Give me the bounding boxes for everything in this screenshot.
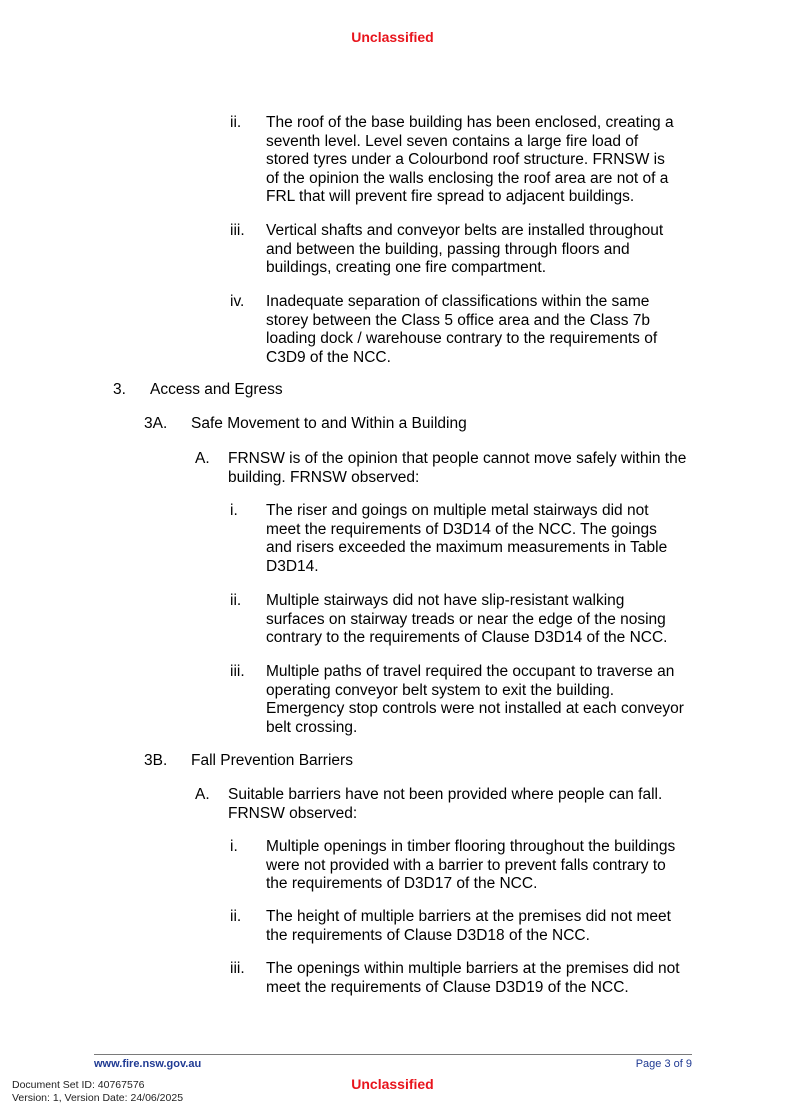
item-text [266, 908, 698, 945]
version-info: Version: 1, Version Date: 24/06/2025 [12, 1092, 184, 1104]
item-number: ii. [230, 592, 242, 609]
item-number: iv. [230, 293, 245, 310]
text-line: surfaces on stairway treads or near the edge of the nosing [266, 610, 666, 628]
text-line: FRL that will prevent fire spread to adjacent buildings. [266, 188, 635, 206]
text-line: Suitable barriers have not been provided where people can fall. [228, 786, 663, 803]
text-line: The openings within multiple barriers at the premises did not [266, 960, 680, 977]
item-number: iii. [230, 960, 245, 977]
item-text [266, 663, 693, 737]
text-line: buildings, creating one fire compartment. [266, 259, 547, 277]
page-number: Page 3 of 9 [635, 1058, 692, 1070]
list-item [230, 838, 700, 898]
footer-website-link[interactable]: www.fire.nsw.gov.au [94, 1058, 202, 1070]
item-number: ii. [230, 908, 242, 925]
list-item [230, 293, 700, 371]
text-line: seventh level. Level seven contains a large fire load of [266, 132, 639, 150]
subsection-heading [144, 415, 544, 435]
text-line: Multiple openings in timber flooring throughout the buildings [266, 838, 676, 855]
list-item [230, 502, 700, 580]
item-text [266, 592, 698, 648]
subsection-number: 3A. [144, 415, 168, 432]
point-item [195, 786, 700, 826]
text-line: storey between the Class 5 office area and the Class 7b [266, 311, 650, 329]
text-line: Vertical shafts and conveyor belts are installed throughout [266, 222, 664, 239]
section-heading [113, 381, 413, 401]
text-line: C3D9 of the NCC. [266, 348, 391, 366]
item-text [266, 960, 698, 997]
text-line: building. FRNSW observed: [228, 468, 420, 486]
list-item [230, 222, 700, 282]
item-text [266, 114, 698, 207]
header-classification: Unclassified [351, 29, 434, 45]
footer-divider [94, 1054, 692, 1055]
list-item [230, 592, 700, 652]
item-text [266, 293, 693, 367]
subsection-heading [144, 752, 544, 772]
item-text [266, 222, 698, 278]
footer-classification: Unclassified [351, 1076, 434, 1092]
text-line: were not provided with a barrier to prevent falls contrary to [266, 856, 666, 874]
text-line: operating conveyor belt system to exit the building. [266, 681, 615, 699]
list-item [230, 114, 700, 210]
text-line: and between the building, passing through floors and [266, 240, 630, 258]
subsection-number: 3B. [144, 752, 168, 769]
item-text [266, 838, 698, 894]
text-line: loading dock / warehouse contrary to the requirements of [266, 330, 658, 348]
text-line: the requirements of D3D17 of the NCC. [266, 875, 538, 893]
list-item [230, 663, 700, 741]
point-text [228, 450, 694, 487]
text-line: stored tyres under a Colourbond roof structure. FRNSW is [266, 151, 665, 169]
document-set-id: Document Set ID: 40767576 [12, 1079, 145, 1091]
subsection-title: Safe Movement to and Within a Building [191, 415, 467, 432]
item-number: ii. [230, 114, 242, 131]
text-line: Emergency stop controls were not installed at each conveyor [266, 700, 684, 718]
item-number: i. [230, 502, 238, 519]
text-line: Inadequate separation of classifications within the same [266, 293, 650, 310]
text-line: D3D14. [266, 557, 319, 575]
list-item [230, 960, 700, 1000]
section-number: 3. [113, 381, 126, 398]
text-line: meet the requirements of Clause D3D19 of the NCC. [266, 978, 629, 996]
item-number: iii. [230, 663, 245, 680]
text-line: belt crossing. [266, 718, 358, 736]
section-title: Access and Egress [150, 381, 283, 398]
subsection-title: Fall Prevention Barriers [191, 752, 353, 769]
text-line: The riser and goings on multiple metal stairways did not [266, 502, 649, 519]
list-item [230, 908, 700, 948]
point-letter: A. [195, 450, 210, 467]
point-letter: A. [195, 786, 210, 803]
text-line: of the opinion the walls enclosing the roof area are not of a [266, 169, 669, 187]
item-number: iii. [230, 222, 245, 239]
text-line: and risers exceeded the maximum measurements in Table [266, 539, 668, 557]
text-line: FRNSW observed: [228, 804, 358, 822]
text-line: meet the requirements of D3D14 of the NCC. The goings [266, 520, 657, 538]
point-text [228, 786, 692, 823]
text-line: FRNSW is of the opinion that people cannot move safely within the [228, 450, 687, 467]
text-line: the requirements of Clause D3D18 of the NCC. [266, 926, 590, 944]
item-text [266, 502, 698, 576]
point-item [195, 450, 700, 490]
item-number: i. [230, 838, 238, 855]
text-line: The roof of the base building has been enclosed, creating a [266, 114, 674, 131]
text-line: contrary to the requirements of Clause D3D14 of the NCC. [266, 629, 668, 647]
text-line: Multiple paths of travel required the occupant to traverse an [266, 663, 675, 680]
text-line: Multiple stairways did not have slip-resistant walking [266, 592, 625, 609]
text-line: The height of multiple barriers at the premises did not meet [266, 908, 671, 925]
